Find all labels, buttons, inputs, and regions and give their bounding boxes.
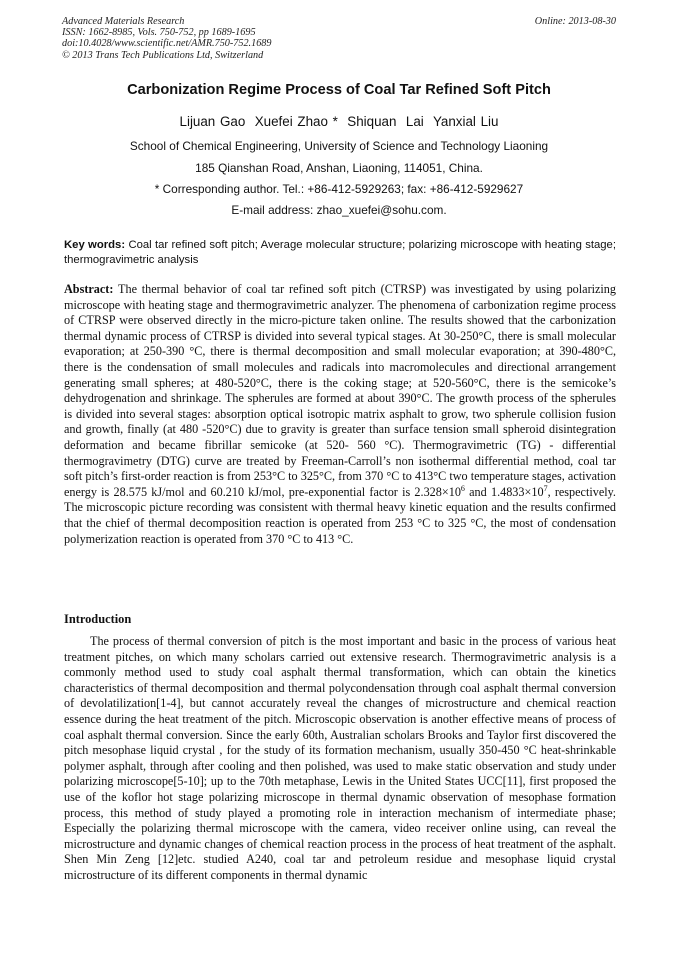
keywords-label: Key words: (64, 239, 126, 251)
journal-copyright: © 2013 Trans Tech Publications Ltd, Switzerland (62, 49, 264, 61)
affiliation-line-4: E-mail address: zhao_xuefei@sohu.com. (231, 203, 447, 217)
introduction-heading: Introduction (64, 612, 132, 626)
affiliation-line-1: School of Chemical Engineering, University of Science and Technology Liaoning (129, 139, 549, 153)
keywords-block (64, 238, 616, 267)
paper-title: Carbonization Regime Process of Coal Tar Refined Soft Pitch (127, 82, 551, 98)
abstract-text-2: and 1.4833×10 (464, 484, 544, 499)
affiliation-line-2: 185 Qianshan Road, Anshan, Liaoning, 114051, China. (195, 161, 483, 175)
abstract-exponent-1: 6 (460, 483, 465, 493)
journal-doi: doi:10.4028/www.scientific.net/AMR.750-752.1689 (62, 38, 272, 50)
keywords-text: Coal tar refined soft pitch; Average molecular structure; polarizing microscope with heating stage; thermogravimetric analysis (64, 239, 616, 266)
author-list: Lijuan Gao Xuefei Zhao * Shiquan Lai Yanxial Liu (179, 114, 499, 129)
introduction-body: The process of thermal conversion of pitch is the most important and basic in the process of various heat treatment pitches, on which many scholars carried out extensive research. Thermogravimetric analysis is a commonly method used to study coal asphalt thermal transformation, which can obtain the kinetics characteristics of thermal decomposition and thermal polycondensation through coal asphalt thermal conversion of devolatilization[1-4], but cannot accurately reveal the changes of microstructure and chemical reaction essence during the heat treatment of the pitch. Microscopic observation is another effective means of process of coal asphalt thermal conversion. Since the early 60th, Australian scholars Brooks and Taylor first discovered the pitch mesophase liquid crystal , for the study of its formation mechanism, usually 350-450 °C heat-shrinkable polymer asphalt, through after cooling and then polished, was used to make static observation and study under polarizing microscope[5-10]; up to the 70th metaphase, Lewis in the United States UCC[11], first proposed the use of the koflor hot stage polarizing microscope in thermal dynamic observation of mesophase formation process, this method of study played a promoting role in interaction mechanism of intermediate phase; Especially the polarizing thermal microscope with the camera, video receiver online using, can reveal the microstructure and dynamic changes of chemical reaction process in the process of heat treatment of the asphalt. Shen Min Zeng [12]etc. studied A240, coal tar and petroleum residue and mesophase liquid crystal microstructure of its different components in thermal dynamic (64, 634, 616, 882)
online-date: Online: 2013-08-30 (534, 16, 616, 27)
affiliation-line-3: * Corresponding author. Tel.: +86-412-5929263; fax: +86-412-5929627 (154, 182, 524, 196)
abstract-label: Abstract: (64, 282, 114, 296)
journal-issn: ISSN: 1662-8985, Vols. 750-752, pp 1689-1695 (62, 27, 256, 39)
abstract-exponent-2: 7 (543, 483, 548, 493)
abstract-text-3: , respectively. The microscopic picture recording was consistent with thermal heavy kinetic equation and the results confirmed that the chief of thermal decomposition reaction is operated from 253 °C to 325 °C, the most of condensation polymerization reaction is operated from 370 °C to 413 °C. (64, 484, 616, 546)
abstract-text-1: The thermal behavior of coal tar refined soft pitch (CTRSP) was investigated by using polarizing microscope with heating stage and thermogravimetric analyzer. The phenomena of carbonization regime process of CTRSP were observed directly in the micro-picture taken online. The results showed that the carbonization thermal dynamic process of CTRSP is divided into several typical stages. At 30-250°C, there is small molecular evaporation; at 250-390 °C, there is thermal decomposition and small molecular evaporation; at 390-480°C, there is the condensation of small molecules and radicals into macromolecules and directional arrangement generating small spheres; at 480-520°C, there is the coking stage; at 520-560°C, there is the semicoke’s dehydrogenation and shrinkage. The spherules are formed at about 390°C. The growth process of the spherules is divided into several stages: absorption optical isotropic matrix asphalt to grow, two spherule collision fusion and growth, finally (at 480 -520°C) due to gravity is greater than surface tension small spheroid disintegration deformation and became fibrillar semicoke (at 520- 560 °C). Thermogravimetric (TG) - differential thermogravimetry (DTG) curve are treated by Freeman-Carroll’s non isothermal differential method, coal tar soft pitch’s first-order reaction is from 253°C to 325°C, from 370 °C to 413°C two temperature stages, activation energy is 28.575 kJ/mol and 60.210 kJ/mol, pre-exponential factor is 2.328×10 (64, 282, 616, 499)
abstract-block (64, 282, 616, 547)
journal-header (62, 16, 616, 61)
journal-name: Advanced Materials Research (62, 16, 185, 27)
